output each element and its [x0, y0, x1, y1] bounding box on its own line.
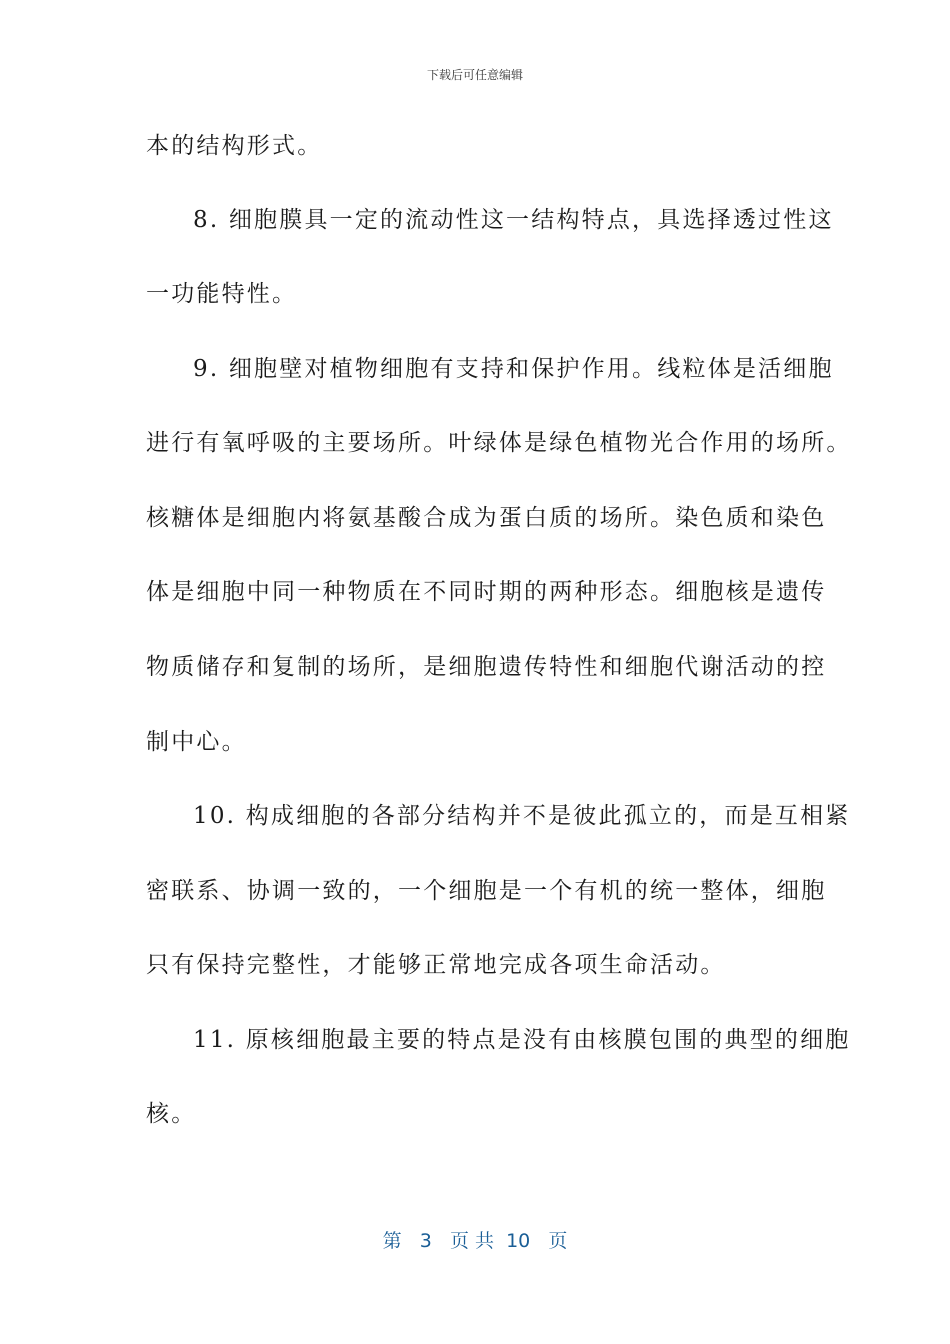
text-line-2: 8. 细胞膜具一定的流动性这一结构特点，具选择透过性这 [193, 207, 834, 233]
page-header: 下载后可任意编辑 [426, 68, 523, 82]
text-line-4: 9. 细胞壁对植物细胞有支持和保护作用。线粒体是活细胞 [193, 356, 834, 382]
text-line-12: 只有保持完整性，才能够正常地完成各项生命活动。 [146, 952, 726, 978]
page-footer [0, 1226, 950, 1253]
text-line-5: 进行有氧呼吸的主要场所。叶绿体是绿色植物光合作用的场所。 [146, 430, 852, 456]
footer-total-pages: 10 [506, 1230, 531, 1252]
text-line-11: 密联系、协调一致的，一个细胞是一个有机的统一整体，细胞 [146, 878, 827, 904]
text-line-10: 10. 构成细胞的各部分结构并不是彼此孤立的，而是互相紧 [193, 803, 851, 829]
text-line-9: 制中心。 [146, 729, 247, 755]
text-line-8: 物质储存和复制的场所，是细胞遗传特性和细胞代谢活动的控 [146, 654, 827, 680]
text-line-6: 核糖体是细胞内将氨基酸合成为蛋白质的场所。染色质和染色 [146, 505, 827, 531]
text-line-3: 一功能特性。 [146, 281, 298, 307]
footer-current-page: 3 [419, 1230, 432, 1252]
footer-label-of: 页 共 [449, 1230, 494, 1252]
text-line-7: 体是细胞中同一种物质在不同时期的两种形态。细胞核是遗传 [146, 579, 827, 605]
footer-label-pages: 页 [548, 1230, 568, 1252]
text-line-13: 11. 原核细胞最主要的特点是没有由核膜包围的典型的细胞 [193, 1027, 851, 1053]
text-line-14: 核。 [146, 1101, 197, 1127]
footer-label-page: 第 [382, 1230, 402, 1252]
text-line-1: 本的结构形式。 [146, 133, 323, 159]
